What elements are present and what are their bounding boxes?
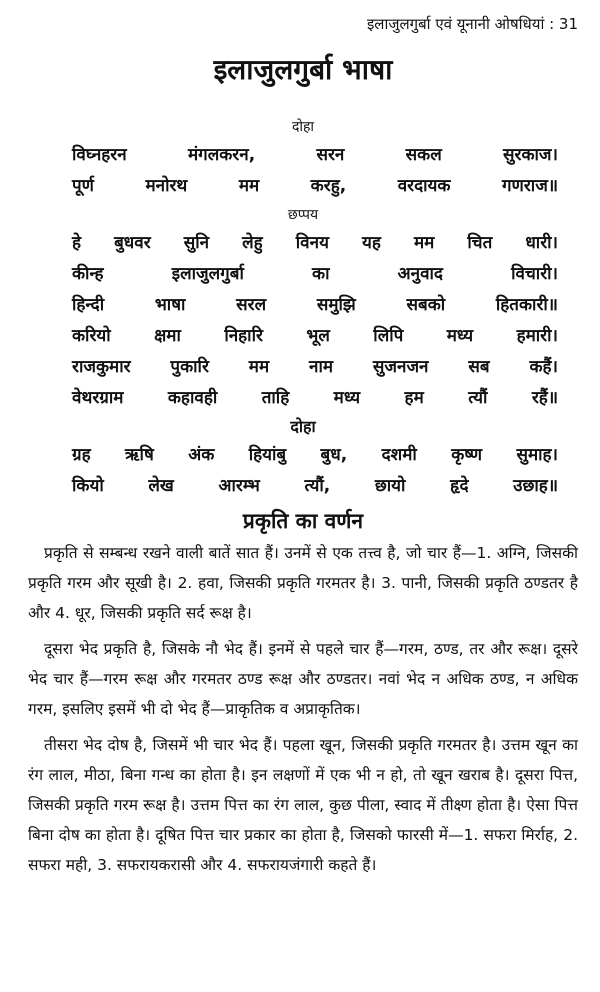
body-paragraph: प्रकृति से सम्बन्ध रखने वाली बातें सात हैं। उनमें से एक तत्त्व है, जो चार हैं—1. अग्नि, जिसकी प्रकृति गरम और सूखी है। 2. हवा, जिसकी प्रकृति गरमतर है। 3. पानी, जिसकी प्रकृति ठण्डतर है और 4. धूर, जिसकी प्रकृति सर्द रूक्ष है।	[28, 544, 578, 622]
verse-line: हिन्दी भाषा सरल समुझि सबको हितकारी॥	[72, 295, 558, 315]
doha-label: दोहा	[290, 417, 316, 436]
verse-line: कियो लेख आरम्भ त्यौं, छायो हृदे उछाह॥	[72, 476, 558, 496]
verse-line: हे बुधवर सुनि लेहु विनय यह मम चित धारी।	[72, 233, 558, 253]
running-head: इलाजुलगुर्बा एवं यूनानी ओषधियां : 31	[366, 15, 578, 33]
verse-line: कीन्ह इलाजुलगुर्बा का अनुवाद विचारी।	[72, 264, 558, 284]
verse-line: विघ्नहरन मंगलकरन, सरन सकल सुरकाज।	[72, 145, 558, 165]
doha-label: दोहा	[291, 119, 315, 135]
section-title: प्रकृति का वर्णन	[242, 509, 364, 533]
body-paragraph: दूसरा भेद प्रकृति है, जिसके नौ भेद हैं। इनमें से पहले चार हैं—गरम, ठण्ड, तर और रूक्ष। दूसरे भेद चार हैं—गरम रूक्ष और गरमतर ठण्ड रूक्ष और ठण्डतर। नवां भेद न अधिक ठण्ड, न अधिक गरम, इसलिए इसमें भी दो भेद हैं—प्राकृतिक व अप्राकृतिक।	[28, 640, 578, 718]
verse-line: वेथरग्राम कहावही ताहि मध्य हम त्यौं रहैं॥	[72, 388, 558, 408]
chhappay-label: छप्पय	[287, 207, 319, 223]
verse-line: करियो क्षमा निहारि भूल लिपि मध्य हमारी।	[72, 326, 558, 346]
page-title: इलाजुलगुर्बा भाषा	[213, 53, 393, 86]
verse-line: पूर्ण मनोरथ मम करहु, वरदायक गणराज॥	[72, 176, 558, 196]
verse-line: राजकुमार पुकारि मम नाम सुजनजन सब कहैं।	[72, 357, 558, 377]
verse-line: ग्रह ऋषि अंक हियांबु बुध, दशमी कृष्ण सुमाह।	[72, 445, 558, 465]
body-paragraph: तीसरा भेद दोष है, जिसमें भी चार भेद हैं। पहला खून, जिसकी प्रकृति गरमतर है। उत्तम खून का रंग लाल, मीठा, बिना गन्ध का होता है। इन लक्षणों में एक भी न हो, तो खून खराब है। दूसरा पित्त, जिसकी प्रकृति गरम रूक्ष है। उत्तम पित्त का रंग लाल, कुछ पीला, स्वाद में तीक्ष्ण होता है। ऐसा पित्त बिना दोष का होता है। दूषित पित्त चार प्रकार का होता है, जिसको फारसी में—1. सफरा मिर्राह, 2. सफरा मही, 3. सफरायकरासी और 4. सफरायजंगारी कहते हैं।	[28, 736, 578, 874]
